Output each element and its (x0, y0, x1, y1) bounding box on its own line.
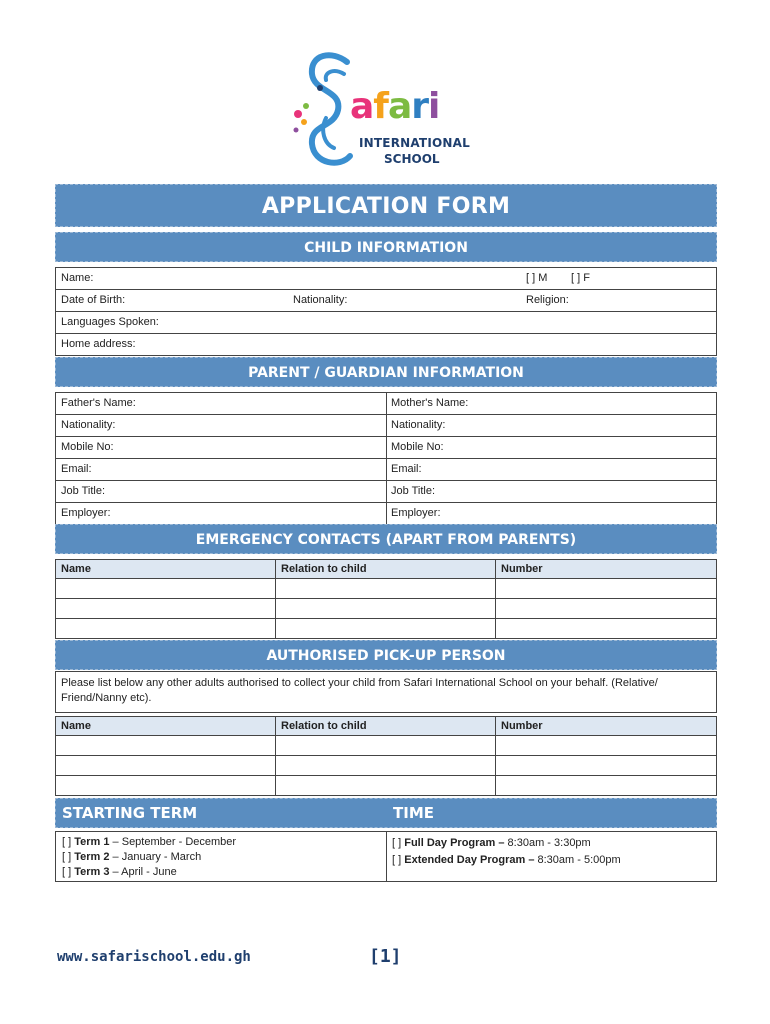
number-cell[interactable] (496, 736, 717, 756)
religion-field[interactable]: Religion: (526, 294, 569, 306)
term-checkbox[interactable]: [ ] (62, 851, 72, 863)
time-options (392, 835, 621, 869)
time-heading: TIME (393, 804, 434, 822)
column-header-number: Number (496, 717, 717, 736)
pickup-table (55, 716, 717, 796)
table-header-row (56, 717, 717, 736)
term-time-box (55, 831, 717, 882)
child-languages-row (56, 312, 716, 334)
relation-cell[interactable] (276, 619, 496, 639)
term-time-heading-bar (55, 798, 717, 828)
logo-line-school: SCHOOL (384, 152, 440, 166)
home-address-field[interactable]: Home address: (61, 338, 136, 350)
pickup-instructions: Please list below any other adults authorised to collect your child from Safari International School on your behalf. (Relative/ Friend/Nanny etc). (55, 671, 717, 713)
mother-name-field[interactable]: Mother's Name: (391, 397, 469, 409)
term-checkbox[interactable]: [ ] (62, 866, 72, 878)
emergency-table (55, 559, 717, 639)
table-row (56, 619, 717, 639)
column-header-name: Name (56, 717, 276, 736)
emergency-heading: EMERGENCY CONTACTS (APART FROM PARENTS) (55, 524, 717, 554)
child-name-field[interactable]: Name: (61, 272, 94, 284)
child-nationality-field[interactable]: Nationality: (293, 294, 348, 306)
mother-nationality-field[interactable]: Nationality: (391, 419, 446, 431)
father-nationality-field[interactable]: Nationality: (61, 419, 116, 431)
table-row (56, 776, 717, 796)
father-name-field[interactable]: Father's Name: (61, 397, 136, 409)
relation-cell[interactable] (276, 736, 496, 756)
name-cell[interactable] (56, 776, 276, 796)
column-header-relation: Relation to child (276, 560, 496, 579)
time-checkbox[interactable]: [ ] (392, 854, 402, 866)
time-option[interactable]: [ ] Full Day Program – 8:30am - 3:30pm (392, 837, 591, 849)
name-cell[interactable] (56, 599, 276, 619)
child-info-box (55, 267, 717, 356)
child-address-row (56, 334, 716, 355)
safari-school-logo (292, 48, 482, 174)
form-title: APPLICATION FORM (55, 184, 717, 227)
child-name-row (56, 268, 716, 290)
logo-line-international: INTERNATIONAL (359, 136, 470, 150)
table-row (56, 599, 717, 619)
gender-female-checkbox[interactable]: [ ] F (571, 272, 590, 284)
column-header-relation: Relation to child (276, 717, 496, 736)
father-email-field[interactable]: Email: (61, 463, 92, 475)
table-header-row (56, 560, 717, 579)
number-cell[interactable] (496, 579, 717, 599)
relation-cell[interactable] (276, 756, 496, 776)
table-row (56, 756, 717, 776)
time-checkbox[interactable]: [ ] (392, 837, 402, 849)
number-cell[interactable] (496, 776, 717, 796)
parent-row (56, 393, 716, 415)
parent-row (56, 503, 716, 524)
starting-term-heading: STARTING TERM (62, 804, 198, 822)
relation-cell[interactable] (276, 579, 496, 599)
child-info-heading: CHILD INFORMATION (55, 232, 717, 262)
relation-cell[interactable] (276, 599, 496, 619)
relation-cell[interactable] (276, 776, 496, 796)
name-cell[interactable] (56, 736, 276, 756)
father-job-title-field[interactable]: Job Title: (61, 485, 106, 497)
parent-row (56, 437, 716, 459)
time-option[interactable]: [ ] Extended Day Program – 8:30am - 5:00pm (392, 854, 621, 866)
logo-wordmark: afari (350, 86, 440, 127)
pickup-heading: AUTHORISED PICK-UP PERSON (55, 640, 717, 670)
parent-row (56, 415, 716, 437)
term-checkbox[interactable]: [ ] (62, 836, 72, 848)
mother-employer-field[interactable]: Employer: (391, 507, 441, 519)
mother-email-field[interactable]: Email: (391, 463, 422, 475)
term-option[interactable]: [ ] Term 3 – April - June (62, 866, 177, 878)
term-option[interactable]: [ ] Term 1 – September - December (62, 836, 237, 848)
number-cell[interactable] (496, 599, 717, 619)
column-header-name: Name (56, 560, 276, 579)
page-number: [1] (369, 946, 402, 967)
number-cell[interactable] (496, 619, 717, 639)
table-row (56, 736, 717, 756)
name-cell[interactable] (56, 756, 276, 776)
languages-field[interactable]: Languages Spoken: (61, 316, 159, 328)
parent-row (56, 481, 716, 503)
mother-mobile-field[interactable]: Mobile No: (391, 441, 444, 453)
name-cell[interactable] (56, 619, 276, 639)
table-row (56, 579, 717, 599)
mother-job-title-field[interactable]: Job Title: (391, 485, 436, 497)
parent-row (56, 459, 716, 481)
name-cell[interactable] (56, 579, 276, 599)
term-option[interactable]: [ ] Term 2 – January - March (62, 851, 202, 863)
father-mobile-field[interactable]: Mobile No: (61, 441, 114, 453)
number-cell[interactable] (496, 756, 717, 776)
child-dob-row (56, 290, 716, 312)
term-divider (386, 832, 387, 881)
parent-info-box (55, 392, 717, 525)
footer-website: www.safarischool.edu.gh (57, 949, 251, 965)
father-employer-field[interactable]: Employer: (61, 507, 111, 519)
gender-male-checkbox[interactable]: [ ] M (526, 272, 548, 284)
parent-info-heading: PARENT / GUARDIAN INFORMATION (55, 357, 717, 387)
term-options (62, 835, 236, 880)
column-header-number: Number (496, 560, 717, 579)
dob-field[interactable]: Date of Birth: (61, 294, 126, 306)
